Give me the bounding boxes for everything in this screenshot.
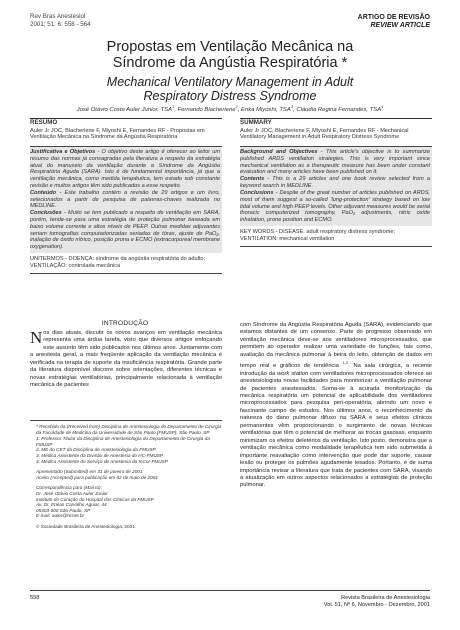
- resumo-justificativa: Justificativa e Objetivos - O objetivo deste artigo é oferecer ao leitor um resumo das normas já consagradas pela literatura a respeito da estratégia atual do manuseio da ventilação durante a Síndrome da Angústia Respiratória Aguda (SARA). Isto é de fundamental importância, já que a ventilação mecânica, como medida terapêutica, tem estado sob constante revisão e muitos artigos têm sido publicados a esse respeito.: [30, 149, 220, 189]
- author: Cláudia Regina Fernandes, TSA: [296, 106, 382, 113]
- correspondence-line: Instituto do Coração do Hospital das Clínicas da FMUSP: [36, 496, 154, 502]
- article-type: [358, 14, 430, 30]
- summary-heading: SUMMARY: [240, 118, 432, 127]
- footnote-3: 3. Médica Assistente da Divisão de Anestesia do HC-FMUSP: [36, 452, 164, 458]
- footnote-2: 2. ME do CET da Disciplina de Anestesiologia da FMUSP: [36, 447, 156, 453]
- correspondence-line: Dr. José Otávio Costa Auler Junior: [36, 490, 108, 496]
- journal-name: Rev Bras Anestesiol: [30, 13, 86, 20]
- author-list: José Otávio Costa Auler Junior, TSA$^1$, Fernando Blacheriene$^2$, Erika Miyoshi, TSA$^3$, Cláudia Regina Fernandes, TSA$^4$: [76, 104, 384, 113]
- author: Erika Miyoshi, TSA: [241, 106, 291, 113]
- article-type-en: REVIEW ARTICLE: [370, 22, 430, 29]
- author: José Otávio Costa Auler Junior, TSA: [76, 106, 173, 113]
- correspondence-line: 05403-000 São Paulo, SP: [36, 507, 91, 513]
- summary-citation: Auler Jr JOC, Blacheriene F, Miyoshi E, Fernandes RF - Mechanical Ventilatory Management in Adult Respiratory Distress Syndrome: [240, 127, 409, 141]
- summary-keywords: KEY WORDS - DISEASE: adult respiratory distress syndrome; VENTILATION: mechanical ventilation: [240, 229, 432, 246]
- correspondence-email: E-mail: auler@hcnet.br: [36, 513, 85, 519]
- resumo-section: [30, 118, 222, 274]
- author: Fernando Blacheriene: [177, 106, 236, 113]
- page-number: 558: [30, 595, 40, 601]
- submitted-date: Apresentado (Submitted) em 31 de janeiro de 2001: [36, 469, 143, 475]
- resumo-citation: Auler Jr JOC, Blacheriene F, Miyoshi E, Fernandes RF - Propostas em Ventilação Mecânica na Síndrome da Angústia Respiratória: [30, 127, 205, 141]
- introduction-heading: INTRODUÇÃO: [101, 320, 149, 327]
- title-portuguese: Propostas em Ventilação Mecânica na Síndrome da Angústia Respiratória *: [106, 39, 354, 71]
- summary-contents: Contents - This is a 29 articles and one book review selected from a keyword search in MEDLINE.: [240, 176, 430, 190]
- footer-journal: Revista Brasileira de Anestesiologia Vol. 51, Nº 6, Novembro - Dezembro, 2001: [323, 595, 430, 608]
- article-type-pt: ARTIGO DE REVISÃO: [357, 14, 430, 21]
- journal-header-left: [30, 13, 91, 28]
- footnotes: [30, 420, 222, 530]
- resumo-unitermos: UNITERMOS - DOENÇA: síndrome da angústia respiratória do adulto; VENTILAÇÃO: controlada mecânica: [30, 256, 222, 273]
- resumo-conclusoes: Conclusões - Muito se tem publicado a respeito de ventilação em SARA, porém, tende-se para uma estratégia de proteção pulmonar baseada em baixo volume corrente e altos níveis de PEEP. Outras medidas adjuvantes seriam tomografias computadorizadas seriadas de tórax, ajuste de PaO₂, inalação de óxido nítrico, posição prona e ECMO (extracorporeal membrane oxygenation).: [30, 210, 220, 250]
- journal-citation: 2001; 51: 6: 558 - 564: [30, 20, 91, 28]
- footnote-1: 1. Professor Titular da Disciplina de Anestesiologia do Departamento de Cirurgia da FMUSP: [36, 436, 210, 447]
- introduction-right-column: com Síndrome da Angústia Respiratória Aguda (SARA), evidenciando que estamos distantes de um consenso. Parte do progresso observado em ventilação mecânica deve-se aos ventiladores microprocessados, que permitem ao operador realizar uma variedade de funções, tais como, avaliação da mecânica pulmonar à beira do leito, obtenção de dados em tempo real e gráficos de tendência $^{1,2}$. Na sala cirúrgica, a recente introdução da work station com ventiladores microprocessados oferece ao anestesiologista novas facilidades para monitorizar a ventilação pulmonar de pacientes anestesiados. Soma-se à acurada monitorização da mecânica respiratória um potencial de aplicabilidade dos ventiladores microprocessados para pesquisa peri-operatória, abrindo um novo e fascinante campo de estudos. Nos últimos anos, o reconhecimento da natureza do dano pulmonar difuso na SARA e seus efeitos clínicos permanentes vêm proporcionando o surgimento de novas técnicas ventilatórias que têm o potencial de melhorar as trocas gasosas, enquanto minimizam os efeitos deletérios da ventilação. Isto posto, demonstra que a ventilação mecânica como modalidade terapêutica tem sido submetida à importante reavaliação como intervenção que pode dar suporte, causar lesão ou proteger os pulmões agudamente lesados. Portanto, é de suma importância revisar a literatura que trata de pacientes com SARA, visando à atualização em outros aspectos relacionados a estratégias de proteção pulmonar.: [240, 322, 433, 489]
- copyright: © Sociedade Brasileira de Anestesiologia, 2001: [36, 523, 135, 529]
- summary-abstract-box: [240, 146, 432, 226]
- introduction-left-column: Nos dias atuais, discutir os novos avanços em ventilação mecânica representa uma árdua tarefa, visto que diversos artigos enfocando este assunto têm sido publicados nos últimos anos. Juntamente com a anestesia geral, a mais freqüente aplicação da ventilação mecânica é verificada na terapia de suporte da insuficiência respiratória. Grande parte da literatura disponível discorre sobre orientações, diferentes técnicas e novas estratégias ventilatórias, principalmente relacionada à ventilação mecânica de pacientes: [30, 328, 222, 389]
- footer-rule: [30, 590, 430, 591]
- drop-cap: N: [30, 328, 43, 347]
- correspondence-label: Correspondência para (Mail to):: [36, 485, 102, 491]
- resumo-heading: RESUMO: [30, 118, 222, 127]
- summary-background: Background and Objectives - This article's objective is to summarize published ARDS ventilation strategies. This is very important since mechanical ventilation as a therapeutic measure has been under constant evaluation and many articles have been published on it.: [240, 149, 431, 176]
- correspondence-line: Av. Dr. Enéas Carvalho Aguiar, 44: [36, 502, 107, 508]
- summary-conclusions: Conclusions - Despite of the great number of articles published on ARDS, most of them suggest a so-called 'lung-protection' strategy based on low tidal volume and high PEEP levels. Other adjuvant measures would be serial thoracic computerized tomography, PaO₂ adjustments, nitric oxide inhalation, prone position and ECMO.: [240, 190, 430, 224]
- footnote-received: * Recebido da (Received from) Disciplina de Anestesiologia do Departamento de Cirurgia da Faculdade de Medicina da Universidade de São Paulo (FMUSP), São Paulo, SP: [36, 424, 222, 435]
- summary-section: [240, 118, 432, 247]
- title-english: Mechanical Ventilatory Management in Adult Respiratory Distress Syndrome: [106, 75, 354, 103]
- accepted-date: Aceito (Accepted) para publicação em 02 de maio de 2001: [36, 474, 158, 480]
- resumo-abstract-box: [30, 146, 222, 253]
- resumo-conteudo: Conteúdo - Este trabalho contém a revisão de 29 artigos e um livro, selecionados a partir de pesquisa de palavras-chaves realizada no MEDLINE.: [30, 189, 220, 210]
- footnote-4: 4. Médica Assistente do Serviço de Anestesia do InCor-FMUSP: [36, 458, 168, 464]
